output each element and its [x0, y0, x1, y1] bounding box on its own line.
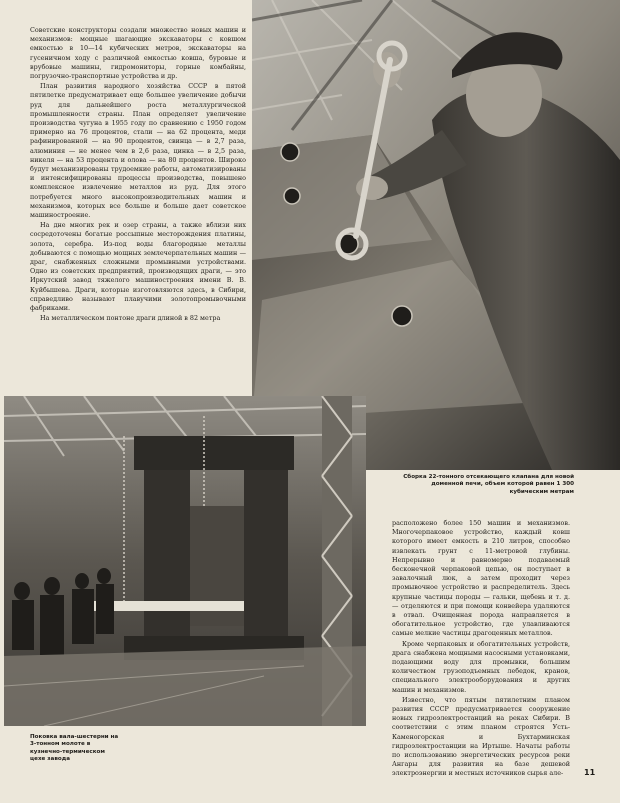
- paragraph: Советские конструкторы создали множество новых машин и механизмов: мощные шагающие экскаваторы с ковшом емкостью в 10—14 кубических метров, экскаваторы на гусеничном ходу с различной емкостью ковша, буровые и врубовые машины, гидромониторы, горные комбайны, погрузочно-транспортные устройства и др.: [30, 26, 246, 81]
- right-text-column: [392, 519, 570, 780]
- caption-forging-hammer: Поковка вала-шестерни на 3-тонном молоте в кузнечно-термическом цехе завода: [30, 734, 119, 763]
- photo-forging-hammer: [4, 396, 366, 726]
- page-number: 11: [584, 768, 596, 777]
- paragraph: На дне многих рек и озер страны, а также вблизи них сосредоточены богатые россыпные месторождения платины, золота, серебра. Из-под воды благородные металлы добываются с помощью мощных землечерпательных машин — драг, снабженных сложными промывными устройствами. Одно из советских предприятий, производящих драги, — это Иркутский завод тяжелого машиностроения имени В. В. Куйбышева. Драги, которые изготовляются здесь, в Сибири, справедливо называют плавучими золотопромывочными фабриками.: [30, 221, 246, 313]
- left-text-column: [30, 26, 246, 325]
- paragraph: Кроме черпаковых и обогатительных устройств, драга снабжена мощными насосными установками, подающими воду для промывки, большим количеством грузоподъемных лебедок, кранов, специального электрооборудования и других машин и механизмов.: [392, 639, 570, 694]
- paragraph: На металлическом понтоне драги длиной в 82 метра: [40, 314, 221, 323]
- paragraph: Известно, что пятым пятилетним планом развития СССР предусматривается сооружение новых гидроэлектростанций на реках Сибири. В соответствии с этим планом строятся Усть-Каменогорская и Бухтарминская гидроэлектростанции на Иртыше. Начаты работы по использованию энергетических ресурсов реки Ангары для развития на базе дешевой электроэнергии и местных источников сырья але-: [392, 695, 570, 778]
- photo-forging-hammer-image: [4, 396, 366, 726]
- paragraph: расположено более 150 машин и механизмов. Многочерпаковое устройство, каждый ковш которого имеет емкость в 210 литров, способно извлекать грунт с 11-метровой глубины. Непрерывно и равномерно подаваемый бесконечной черпаковой цепью, он поступает в завалочный люк, а затем проходит через промывочное устройство и распределитель. Здесь крупные частицы породы — гальки, щебень и т. д. — отделяются и при помощи конвейера удаляются в отвал. Очищенная порода направляется в обогатительное устройство, где улавливаются самые мелкие частицы драгоценных металлов.: [392, 519, 570, 638]
- caption-valve-assembly: Сборка 22-тонного отсекающего клапана для новой доменной печи, объем которой равен 1 300 кубическим метрам: [403, 474, 574, 495]
- paragraph: План развития народного хозяйства СССР в пятой пятилетке предусматривает еще большее увеличение добычи руд для дальнейшего роста металлургической промышленности страны. План определяет увеличение производства чугуна в 1955 году по сравнению с 1950 годом примерно на 76 процентов, стали — на 62 процента, меди рафинированной — на 90 процентов, свинца — в 2,7 раза, алюминия — не менее чем в 2,6 раза, цинка — в 2,5 раза, никеля — на 53 процента и олова — на 80 процентов. Широко будут механизированы трудоемкие работы, автоматизированы и интенсифицированы процессы производства, повышено комплексное извлечение металлов из руд. Для этого потребуется много высокопроизводительных машин и механизмов, которых все больше и больше дает советское машиностроение.: [30, 82, 246, 220]
